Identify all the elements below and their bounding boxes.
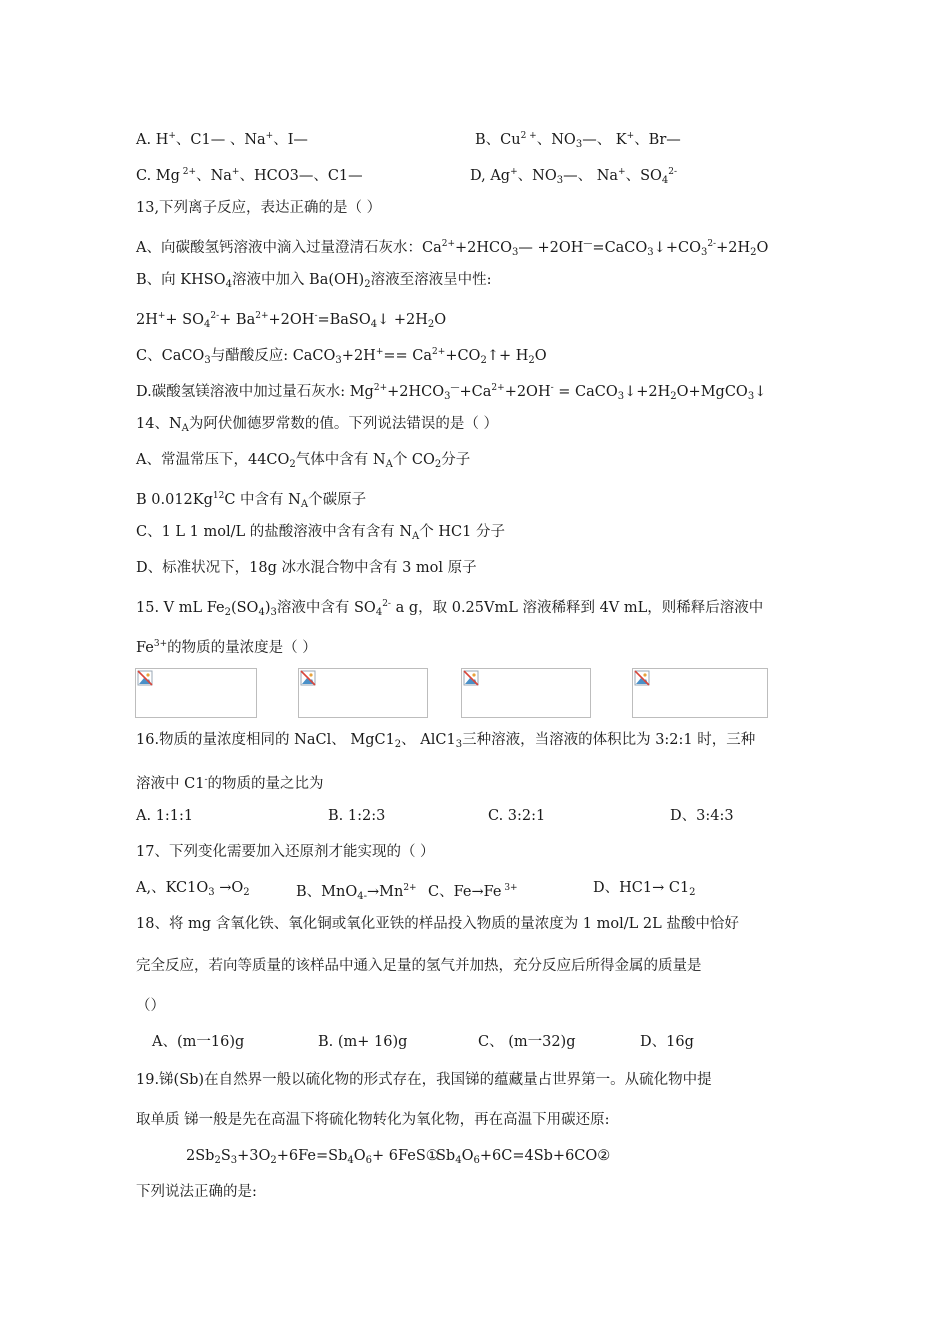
q18-option-b: B. (m+ 16)g bbox=[318, 1034, 408, 1050]
q13-option-d: D.碳酸氢镁溶液中加过量石灰水: $Mg^{2+}+2HCO_3^—+Ca^{2+}+2OH^-$ = $CaCO_3↓+2H_2O+MgCO_3↓$ bbox=[136, 383, 767, 402]
q14-option-c: C、1 L 1 mol/L 的盐酸溶液中含有含有 $N_A$个 HC1 分子 bbox=[136, 524, 505, 542]
q13-option-a: A、向碳酸氢钙溶液中滴入过量澄清石灰水：$Ca^{2+}+2HCO_3—$ $+2OH^—=CaCO_3↓+CO_3^{2-}+2H_2O$ bbox=[136, 239, 769, 258]
q16-option-c: C. 3:2:1 bbox=[488, 808, 546, 824]
q18-option-c: C、 (m一32)g bbox=[478, 1034, 576, 1050]
q12-option-a: A. H+、C1— 、Na+、I— bbox=[136, 131, 308, 148]
q18-option-d: D、16g bbox=[640, 1034, 694, 1050]
q14-option-a: A、常温常压下，$44CO_2$气体中含有 $N_A$个 $CO_2$分子 bbox=[136, 452, 471, 470]
q15-stem-line1: 15. V mL $Fe_2(SO_4)_3$溶液中含有 $SO_4^{2-}$ a g，取 0.25VmL 溶液稀释到 4V mL，则稀释后溶液中 bbox=[136, 599, 764, 618]
q15-option-c-image bbox=[461, 668, 591, 718]
q15-stem-line2: $Fe^{3+}$的物质的量浓度是（ ） bbox=[136, 639, 317, 656]
q18-stem-line2: 完全反应，若向等质量的该样品中通入足量的氢气并加热，充分反应后所得金属的质量是 bbox=[136, 958, 702, 974]
q19-stem-line4: 下列说法正确的是: bbox=[136, 1184, 257, 1200]
q16-option-d: D、3:4:3 bbox=[670, 808, 734, 824]
q13-stem: 13,下列离子反应，表达正确的是（ ） bbox=[136, 200, 382, 216]
q19-equation-2: $Sb_4O_6+6C=4Sb+6CO②$ bbox=[436, 1148, 611, 1166]
q14-option-d: D、标准状况下，18g 冰水混合物中含有 3 mol 原子 bbox=[136, 560, 477, 576]
q19-stem-line2: 取单质 锑一般是先在高温下将硫化物转化为氧化物，再在高温下用碳还原: bbox=[136, 1112, 610, 1128]
q13-option-b-equation: $2H^++ SO_4^{2-}+$ $Ba^{2+}+2OH^-=BaSO_4↓ +2H_2O$ bbox=[136, 311, 447, 330]
q16-option-a: A. 1:1:1 bbox=[136, 808, 194, 824]
q18-option-a: A、(m一16)g bbox=[152, 1034, 245, 1050]
q18-stem-line1: 18、将 mg 含氧化铁、氧化铜或氧化亚铁的样品投入物质的量浓度为 1 mol/L 2L 盐酸中恰好 bbox=[136, 916, 739, 932]
q16-option-b: B. 1:2:3 bbox=[328, 808, 386, 824]
broken-image-icon bbox=[634, 670, 650, 686]
q14-stem: 14、$N_A$为阿伏伽德罗常数的值。下列说法错误的是（ ） bbox=[136, 416, 498, 434]
q13-option-c: C、CaCO$_3$与醋酸反应: CaCO$_3$+2H+== $Ca^{2+}+CO_2↑+ H_2O$ bbox=[136, 347, 547, 366]
q12-option-c: C. Mg $^{2+}$、Na+、HCO3—、C1— bbox=[136, 167, 363, 184]
q15-option-b-image bbox=[298, 668, 428, 718]
q12-option-b: B、$Cu^{2 +}$、$NO_3—$、 K+、Br— bbox=[475, 131, 681, 150]
q16-stem-line2: 溶液中 C1-的物质的量之比为 bbox=[136, 775, 324, 792]
broken-image-icon bbox=[463, 670, 479, 686]
q15-option-d-image bbox=[632, 668, 768, 718]
q17-option-b: B、$MnO_{4-}\to Mn^{2+}$ bbox=[296, 883, 417, 902]
q19-stem-line1: 19.锑(Sb)在自然界一般以硫化物的形式存在，我国锑的蕴藏量占世界第一。从硫化物中提 bbox=[136, 1072, 712, 1088]
q17-stem: 17、下列变化需要加入还原剂才能实现的（ ） bbox=[136, 844, 435, 860]
q17-option-c: C、Fe→Fe $^{3+}$ bbox=[428, 883, 518, 900]
q13-option-b: B、向 $KHSO_4$溶液中加入 $Ba(OH)_2$溶液至溶液呈中性: bbox=[136, 272, 492, 290]
q15-option-a-image bbox=[135, 668, 257, 718]
broken-image-icon bbox=[300, 670, 316, 686]
broken-image-icon bbox=[137, 670, 153, 686]
q17-option-a: A,、$KC1O_3 \to O_2$ bbox=[136, 880, 250, 898]
q14-option-b: B 0.012Kg$^{12}$C 中含有 $N_A$个碳原子 bbox=[136, 491, 367, 510]
q17-option-d: D、$HC1\to C1_2$ bbox=[593, 880, 696, 898]
q18-stem-line3: （） bbox=[136, 998, 165, 1014]
q19-equation-1: $2Sb_2S_3+3O_2+6Fe=Sb_4O_6+$ 6FeS① bbox=[186, 1148, 439, 1166]
q16-stem-line1: 16.物质的量浓度相同的 NaCl、 $MgC1_2$、 $AlC1_3$三种溶液，当溶液的体积比为 3:2:1 时，三种 bbox=[136, 732, 756, 750]
q12-option-d: D, Ag+、$NO_3—$、 Na+、$SO_4^{2-}$ bbox=[470, 167, 678, 186]
